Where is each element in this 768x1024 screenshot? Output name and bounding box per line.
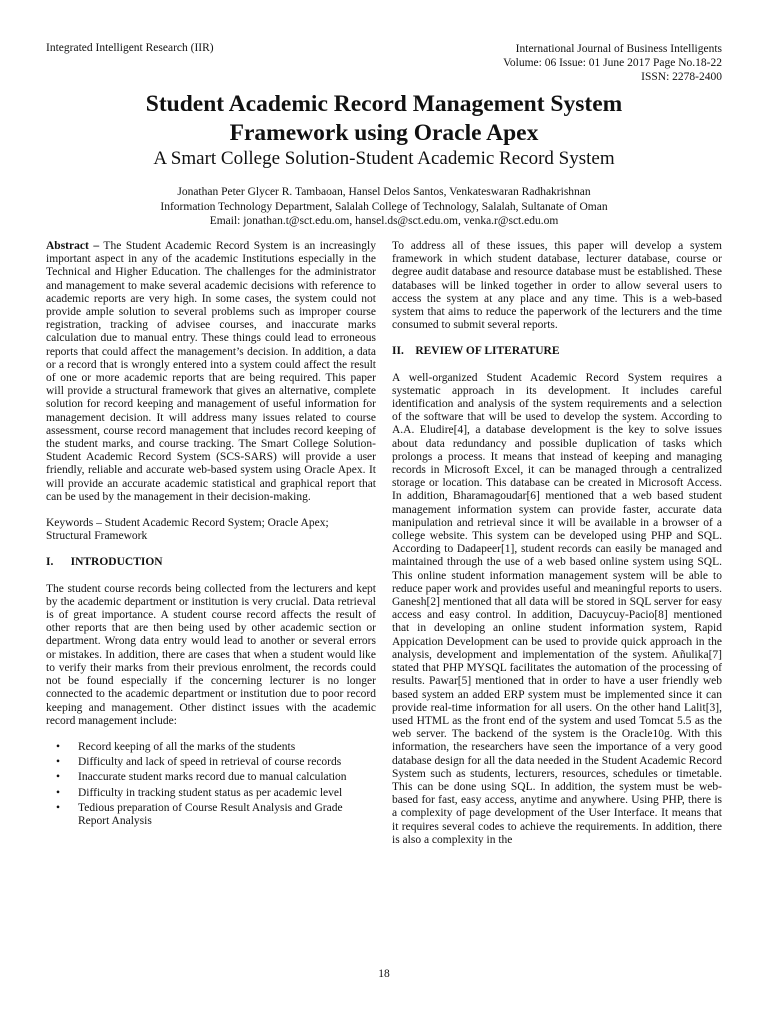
section-introduction-heading: I. INTRODUCTION bbox=[46, 556, 163, 569]
list-item: • Difficulty and lack of speed in retrieval of course records bbox=[56, 756, 342, 769]
running-header-left: Integrated Intelligent Research (IIR) bbox=[46, 42, 214, 54]
bullet-icon: • bbox=[56, 756, 61, 769]
keywords: Keywords – Student Academic Record System; Oracle Apex; Structural Framework bbox=[46, 517, 329, 543]
paper-title bbox=[30, 90, 738, 148]
right-column bbox=[392, 240, 722, 847]
abstract-label: Abstract – bbox=[46, 240, 100, 252]
list-item: • Record keeping of all the marks of the students bbox=[56, 740, 296, 753]
bullet-icon: • bbox=[56, 786, 61, 799]
running-header-right bbox=[503, 42, 722, 84]
issn: ISSN: 2278-2400 bbox=[641, 71, 722, 83]
list-item: • Tedious preparation of Course Result Analysis and Grade Report Analysis bbox=[56, 801, 343, 827]
left-column bbox=[46, 240, 376, 830]
issues-list bbox=[46, 741, 376, 828]
page-number: 18 bbox=[378, 968, 390, 980]
author-names: Jonathan Peter Glycer R. Tambaoan, Hansel Delos Santos, Venkateswaran Radhakrishnan bbox=[177, 186, 591, 198]
literature-paragraph: A well-organized Student Academic Record System requires a systematic approach in its development. It includes careful identification and analysis of the system requirements and a selection of the software that will be used to develop the system. According to A.A. Eludire[4], a database development is the key to solve issues about data redundancy and possible duplication of tasks which prolongs a process. It means that instead of keeping and managing records in Microsoft Excel, it can be managed through a centralized storage or location. This database can be created in Microsoft Access. In addition, Bharamagoudar[6] mentioned that a web based student management information system can provide faster, accurate data manipulation and retrieval since it will be available in a browser of a college website. This system can be developed using PHP and SQL. According to Dadapeer[1], student records can easily be managed and maintained through the use of a web based online system using SQL. This online student information management system will be able to reduce paper work and provides useful and meaningful reports to users. Ganesh[2] mentioned that all data will be stored in SQL server for easy access and easy control. In addition, Dacuycuy-Pacio[8] mentioned that in developing an online student information system, Rapid Appication Development can be used to provide quick approach in the analysis, development and implementation of the system. Añulika[7] stated that PHP MYSQL facilitates the automation of the processing of results. Pawar[5] mentioned that in order to have a user friendly web based system an added ERP system must be implemented since it can provide real-time information for all users. On the other hand Lalit[3], used HTML as the front end of the system and used Tomcat 5.5 as the web server. The backend of the system is the Oracle10g. With this information, the researchers have seen the importance of a very good database design for all the data needed in the Student Academic Record System such as students, lecturers, resources, schedules or timetable. This can be done using SQL. In addition, the system must be web-based for fast, easy access, anytime and anywhere. Using PHP, there is a complexity of page development of the User Interface. It means that it requires several codes to achieve the requirements. In addition, there is also a complexity in the bbox=[392, 371, 722, 846]
author-block bbox=[30, 185, 738, 229]
bullet-icon: • bbox=[56, 801, 61, 814]
title-line-1: Student Academic Record Management System bbox=[145, 91, 623, 117]
list-item: • Difficulty in tracking student status as per academic level bbox=[56, 786, 343, 799]
author-emails: Email: jonathan.t@sct.edu.om, hansel.ds@sct.edu.om, venka.r@sct.edu.om bbox=[209, 215, 559, 227]
volume-info: Volume: 06 Issue: 01 June 2017 Page No.18-22 bbox=[503, 57, 722, 69]
paper-subtitle: A Smart College Solution-Student Academic Record System bbox=[153, 148, 615, 169]
title-line-2: Framework using Oracle Apex bbox=[229, 120, 539, 146]
abstract-text: The Student Academic Record System is an increasingly important aspect in any of the academic Institutions especially in the Technical and Higher Education. The challenges for the administrator and management to make several academic decisions with reference to academic reports are very high. In some cases, the system could not provide ample solution to several problems such as improper course registration, tracking of advisee courses, and inaccurate marks calculation due to manual entry. These things could lead to erroneous reports that could affect the management’s decision. In addition, a data or a record that is wrongly entered into a system could affect the result of one or more academic reports that are being required. This paper will provide a structural framework that gives an alternative, complete solution for record keeping and management of useful information for management decision. It will address many issues related to course assessment, course record management that includes record keeping of the student marks, and course tracking. The Smart College Solution-Student Academic Record System (SCS-SARS) will provide a user friendly, reliable and accurate web-based system using Oracle Apex. It will provide an accurate academic statistical and graphical report that can be used by the management in their decision-making. bbox=[46, 240, 377, 503]
abstract bbox=[46, 240, 376, 504]
section-literature-heading: II. REVIEW OF LITERATURE bbox=[392, 345, 560, 358]
system-framework-paragraph: To address all of these issues, this paper will develop a system framework in which student database, lecturer database, course or degree audit database and resource database must be established. These databases will be linked together in order to allow several users to access the system at any place and any time. This is a web-based system that aims to reduce the paperwork of the lecturers and the time consumed to submit several reports. bbox=[392, 240, 722, 332]
author-affiliation: Information Technology Department, Salalah College of Technology, Salalah, Sultanate of Oman bbox=[160, 200, 608, 213]
journal-name: International Journal of Business Intelligents bbox=[515, 43, 722, 55]
list-item: • Inaccurate student marks record due to manual calculation bbox=[56, 771, 347, 784]
bullet-icon: • bbox=[56, 771, 61, 784]
introduction-paragraph: The student course records being collected from the lecturers and kept by the academic department or institution is very crucial. Data retrieval is of great importance. A student course record affects the result of other reports that are then being used by other academic section or department. Wrong data entry would lead to another or several errors or mistakes. In addition, there are cases that when a student would like to verify their marks from their previous enrolment, the records could not be found especially if the concerning lecturer is no longer connected to the academic department or institution due to poor record keeping and management. Other distinct issues with the academic record management include: bbox=[46, 582, 376, 727]
bullet-icon: • bbox=[56, 740, 61, 753]
